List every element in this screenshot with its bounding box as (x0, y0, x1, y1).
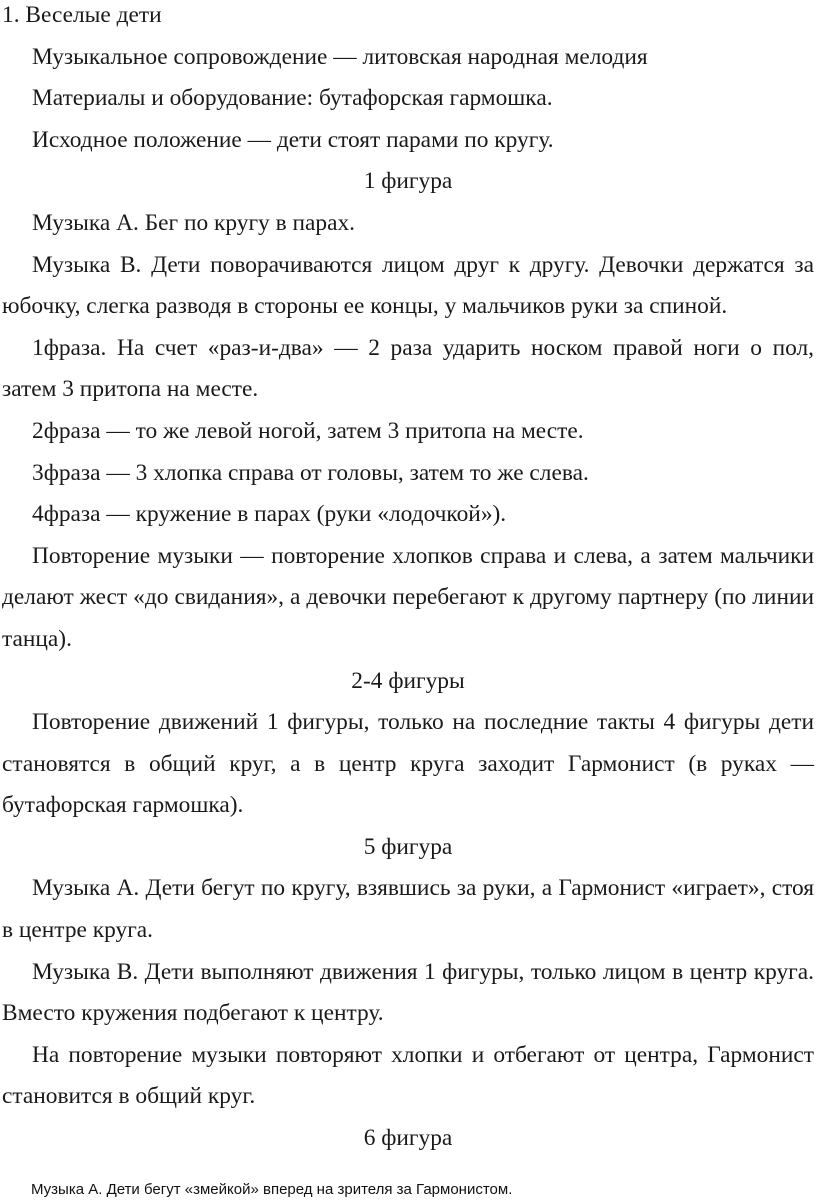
materials-equipment: Материалы и оборудование: бутафорская гармошка. (32, 85, 553, 112)
figure-6-music-a: Музыка А. Дети бегут «змейкой» вперед на зрителя за Гармонистом. (31, 1181, 513, 1198)
figure-1-music-a: Музыка А. Бег по кругу в парах. (32, 209, 356, 236)
figure-6-heading: 6 фигура (363, 1125, 453, 1152)
document-title: 1. Веселые дети (2, 2, 162, 28)
figure-5-heading: 5 фигура (363, 833, 453, 860)
figures-2-4-text: Повторение движений 1 фигуры, только на последние такты 4 фигуры дети становятся в общий круг, а в центр круга заходит Гармонист (в руках — бутафорская гармошка). (2, 709, 814, 819)
figure-5-music-b: Музыка В. Дети выполняют движения 1 фигуры, только лицом в центр круга. Вместо кружения подбегают к центру. (2, 958, 814, 1027)
starting-position: Исходное положение — дети стоят парами по кругу. (32, 126, 554, 153)
figures-2-4-heading: 2-4 фигуры (351, 667, 465, 694)
phrase-2: 2фраза — то же левой ногой, затем 3 притопа на месте. (32, 417, 584, 444)
music-repeat: Повторение музыки — повторение хлопков справа и слева, а затем мальчики делают жест «до свидания», а девочки перебегают к другому партнеру (по линии танца). (2, 542, 814, 652)
figure-5-music-a: Музыка А. Дети бегут по кругу, взявшись за руки, а Гармонист «играет», стоя в центре круга. (2, 875, 814, 944)
music-accompaniment: Музыкальное сопровождение — литовская народная мелодия (32, 43, 648, 70)
figure-1-music-b: Музыка В. Дети поворачиваются лицом друг к другу. Девочки держатся за юбочку, слегка разводя в стороны ее концы, у мальчиков руки за спиной. (2, 251, 814, 320)
phrase-3: 3фраза — 3 хлопка справа от головы, затем то же слева. (32, 459, 589, 486)
phrase-4: 4фраза — кружение в парах (руки «лодочкой»). (32, 501, 507, 528)
figure-5-repeat: На повторение музыки повторяют хлопки и отбегают от центра, Гармонист становится в общий круг. (2, 1041, 814, 1110)
phrase-1: 1фраза. На счет «раз-и-два» — 2 раза ударить носком правой ноги о пол, затем 3 притопа на месте. (2, 334, 814, 403)
figure-1-heading: 1 фигура (363, 168, 453, 195)
